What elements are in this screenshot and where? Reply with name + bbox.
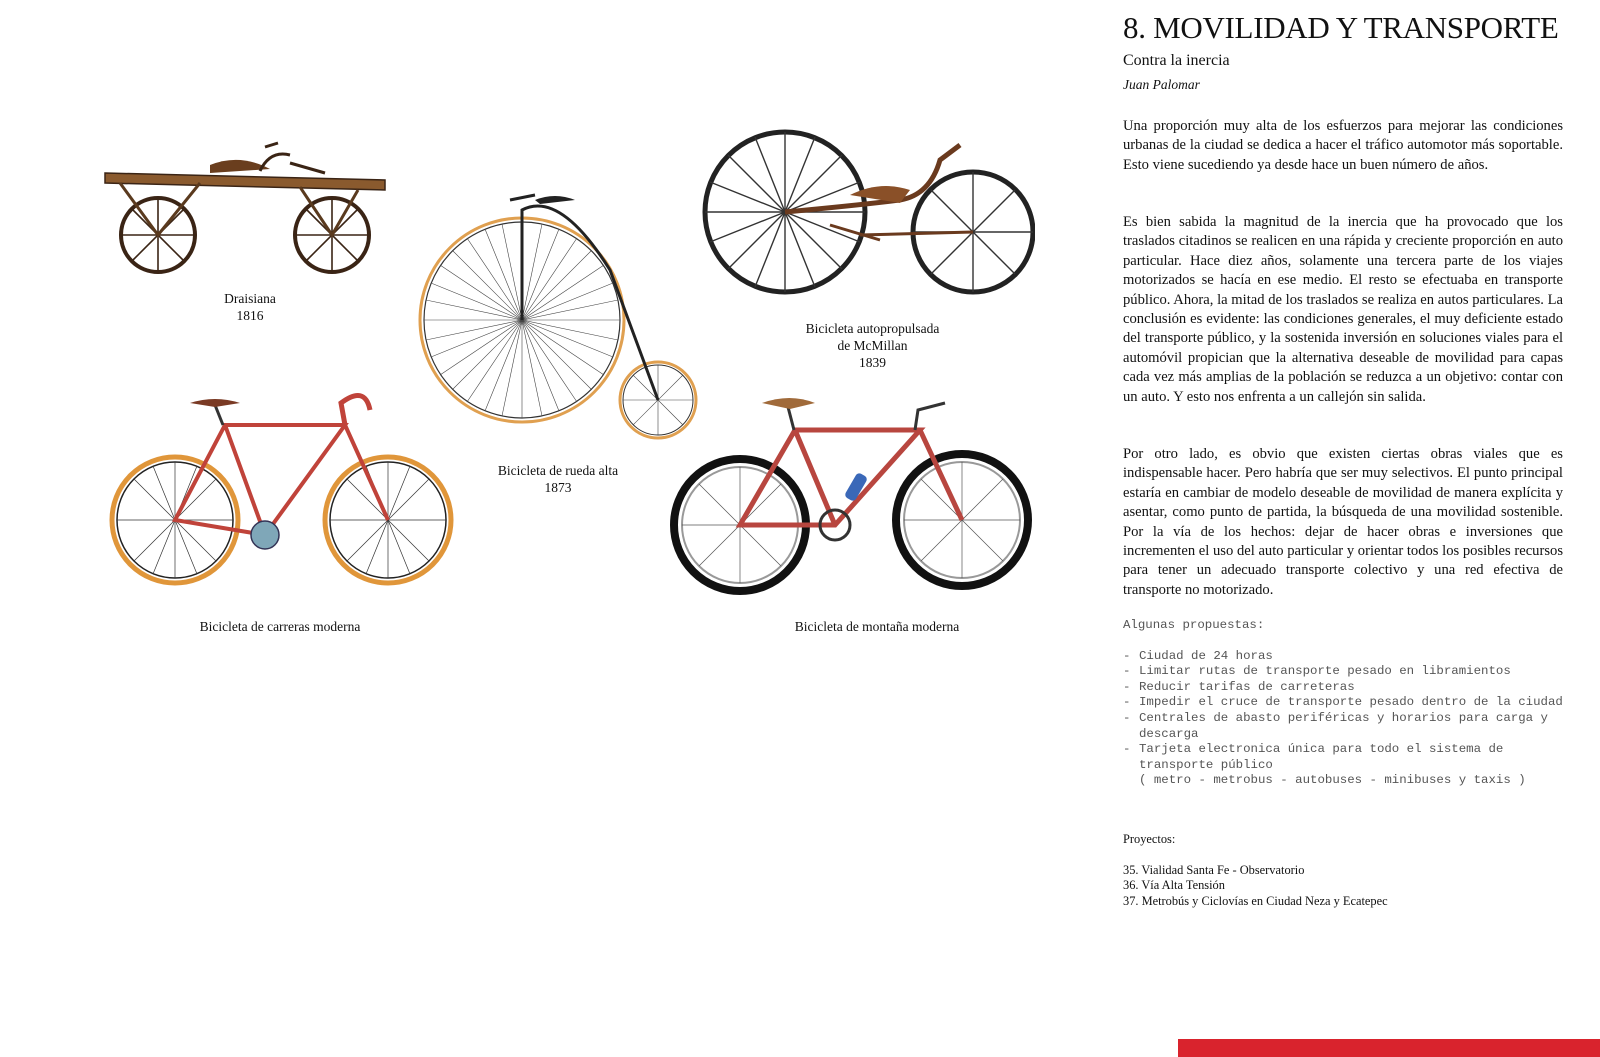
mcmillan-illustration [700, 125, 1035, 300]
proposal-note: ( metro - metrobus - autobuses - minibuses y taxis ) [1139, 773, 1526, 788]
list-dash: - [1123, 664, 1131, 679]
proposal-text: Ciudad de 24 horas [1139, 648, 1273, 663]
draisiana-name: Draisiana [224, 291, 276, 306]
paragraph-3: Por otro lado, es obvio que existen ciertas obras viales que es indispensable hacer. Pero habría que ser muy selectivos. El punto principal estaría en cambiar de modelo deseable de movilidad de manera explícita y asentar, como punto de partida, la búsqueda de una movilidad sostenible. Por la vía de los hechos: dejar de hacer obras e inversiones que incrementen el uso del auto particular y orientar todos los posibles recursos para tener un adecuado transporte colectivo y una red efectiva de transporte no motorizado. [1123, 446, 1563, 598]
article-subtitle: Contra la inercia [1123, 52, 1230, 69]
mountain-bike-caption [782, 618, 972, 635]
high-wheel-caption [488, 462, 628, 496]
mountain-bike-illustration [670, 385, 1035, 605]
list-item: 35. Vialidad Santa Fe - Observatorio [1123, 862, 1305, 877]
list-item [1123, 680, 1583, 696]
list-item [1123, 711, 1583, 742]
list-item [1123, 649, 1583, 665]
chapter-title: 8. MOVILIDAD Y TRANSPORTE [1123, 10, 1559, 45]
list-item [1123, 664, 1583, 680]
proposal-text: Reducir tarifas de carreteras [1139, 679, 1355, 694]
article-author: Juan Palomar [1123, 77, 1200, 92]
mcmillan-name-line2: de McMillan [837, 338, 908, 353]
mcmillan-year: 1839 [859, 355, 886, 370]
proposal-text: Centrales de abasto periféricas y horarios para carga y descarga [1139, 710, 1548, 741]
projects-heading: Proyectos: [1123, 832, 1176, 846]
list-dash: - [1123, 679, 1131, 694]
list-item [1123, 742, 1583, 773]
accent-bar [1178, 1039, 1600, 1057]
proposal-text: Limitar rutas de transporte pesado en libramientos [1139, 664, 1511, 679]
proposals-list [1123, 618, 1583, 789]
paragraph-1: Una proporción muy alta de los esfuerzos para mejorar las condiciones urbanas de la ciudad se dedica a hacer el tráfico automotor más soportable. Esto viene sucediendo ya desde hace un buen número de años. [1123, 118, 1563, 173]
proposals-heading: Algunas propuestas: [1123, 618, 1265, 632]
high-wheel-name: Bicicleta de rueda alta [497, 463, 619, 478]
draisiana-caption [200, 290, 300, 324]
mcmillan-caption [800, 320, 945, 371]
racing-bike-caption [190, 618, 370, 635]
list-item [1123, 695, 1583, 711]
list-dash: - [1123, 742, 1131, 757]
racing-bike-illustration [105, 385, 460, 600]
list-dash: - [1123, 695, 1131, 710]
list-item: 36. Vía Alta Tensión [1123, 878, 1225, 893]
high-wheel-year: 1873 [544, 480, 572, 495]
proposal-text: Tarjeta electronica única para todo el sistema de transporte público [1139, 742, 1504, 772]
paragraph-2: Es bien sabida la magnitud de la inercia que ha provocado que los traslados citadinos se realicen en una rápida y creciente proporción en auto particular. Hace diez años, solamente una tercera parte de los viajes motorizados se hacía en ese medio. El resto se efectuaba en transporte público. Ahora, la mitad de los traslados se realiza en autos particulares. La conclusión es evidente: las condiciones generales, el muy deficiente estado del transporte público, y la sostenida inversión en soluciones viales para el automóvil propician que la alternativa deseable de movilidad para capas cada vez más amplias de la población se reduzca a un objetivo: contar con un auto. Y esto nos enfrenta a un callejón sin salida. [1123, 214, 1563, 405]
projects-list [1123, 832, 1388, 909]
list-dash: - [1123, 710, 1131, 725]
mcmillan-name-line1: Bicicleta autopropulsada [805, 321, 940, 336]
racing-bike-name: Bicicleta de carreras moderna [199, 619, 361, 634]
list-dash: - [1123, 648, 1131, 663]
mountain-bike-name: Bicicleta de montaña moderna [794, 619, 960, 634]
draisiana-year: 1816 [236, 308, 264, 323]
draisiana-illustration [100, 135, 395, 280]
proposal-text: Impedir el cruce de transporte pesado dentro de la ciudad [1139, 695, 1563, 710]
list-item: 37. Metrobús y Ciclovías en Ciudad Neza y Ecatepec [1123, 893, 1388, 908]
